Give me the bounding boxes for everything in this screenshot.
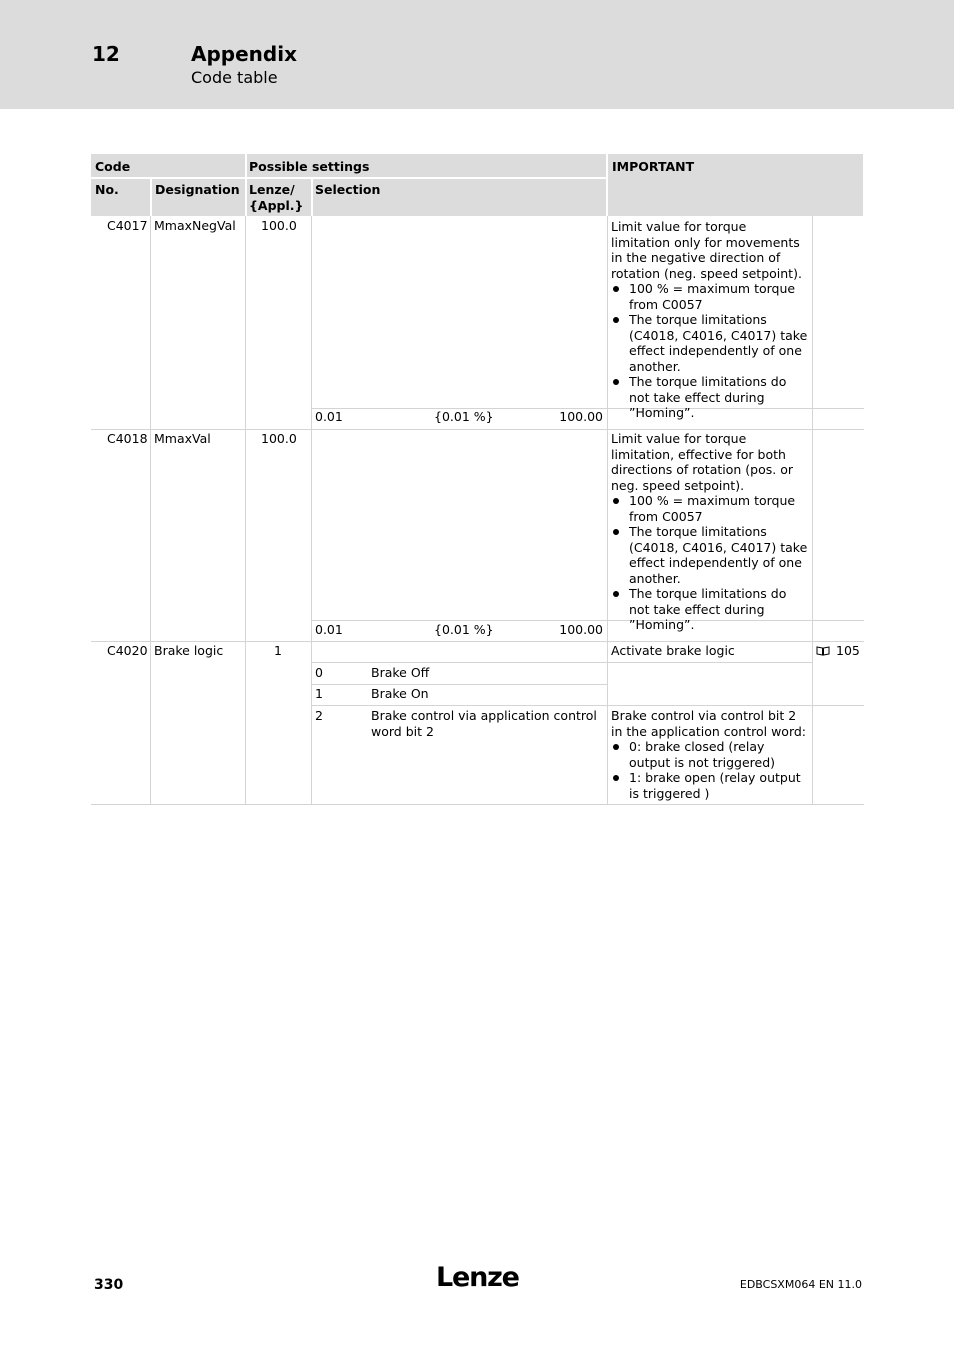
code-designation: MmaxNegVal [154,218,236,233]
page-number: 330 [94,1277,124,1293]
range-step: {0.01 %} [434,409,494,424]
section-title: Code table [191,68,278,87]
chapter-header [0,0,954,109]
page-reference[interactable]: 105 [836,643,860,658]
book-reference-icon [816,646,830,656]
list-item: 0: brake closed (relay output is not triggered) [611,739,809,770]
option-value: 1 [315,686,323,701]
code-designation: Brake logic [154,643,224,658]
lenze-default: 1 [274,643,282,658]
option-description: Brake control via control bit 2 in the application control word: 0: brake closed (relay output is not triggered) 1: brake open (relay output is triggered ) [611,708,809,801]
header-no: No. [95,182,119,197]
list-item: The torque limitations (C4018, C4016, C4017) take effect independently of one another. [611,312,809,374]
list-item: The torque limitations do not take effect during ”Homing”. [611,586,809,633]
list-item: The torque limitations do not take effect during ”Homing”. [611,374,809,421]
header-code: Code [95,159,131,174]
range-step: {0.01 %} [434,622,494,637]
header-designation: Designation [155,182,240,197]
chapter-number: 12 [92,42,120,66]
option-label: Brake On [371,686,429,701]
header-important: IMPORTANT [612,159,695,174]
range-max: 100.00 [559,622,603,637]
code-number: C4018 [107,431,148,446]
header-possible-settings: Possible settings [249,159,370,174]
option-label: Brake control via application control word bit 2 [371,708,597,739]
important-description: Activate brake logic [611,643,735,658]
header-lenze-appl: Lenze/ {Appl.} [249,182,304,213]
option-value: 0 [315,665,323,680]
range-min: 0.01 [315,409,343,424]
lenze-default: 100.0 [261,218,297,233]
list-item: 1: brake open (relay output is triggered ) [611,770,809,801]
option-label: Brake Off [371,665,430,680]
range-min: 0.01 [315,622,343,637]
lenze-logo: Lenze [436,1262,519,1293]
list-item: 100 % = maximum torque from C0057 [611,281,809,312]
important-description: Limit value for torque limitation, effective for both directions of rotation (pos. or neg. speed setpoint). 100 % = maximum torque from C0057 The torque limitations (C4018, C4016, C4017) take effect independently of one another. The torque limitations do not take effect during ”Homing”. [611,431,808,632]
code-designation: MmaxVal [154,431,211,446]
chapter-title: Appendix [191,42,297,66]
range-max: 100.00 [559,409,603,424]
header-selection: Selection [315,182,381,197]
list-item: The torque limitations (C4018, C4016, C4017) take effect independently of one another. [611,524,809,586]
document-id: EDBCSXM064 EN 11.0 [739,1278,862,1291]
code-number: C4017 [107,218,148,233]
code-number: C4020 [107,643,148,658]
list-item: 100 % = maximum torque from C0057 [611,493,809,524]
option-value: 2 [315,708,323,723]
important-description: Limit value for torque limitation only for movements in the negative direction of rotation (neg. speed setpoint). 100 % = maximum torque from C0057 The torque limitations (C4018, C4016, C4017) take effect independently of one another. The torque limitations do not take effect during ”Homing”. [611,219,808,420]
lenze-default: 100.0 [261,431,297,446]
